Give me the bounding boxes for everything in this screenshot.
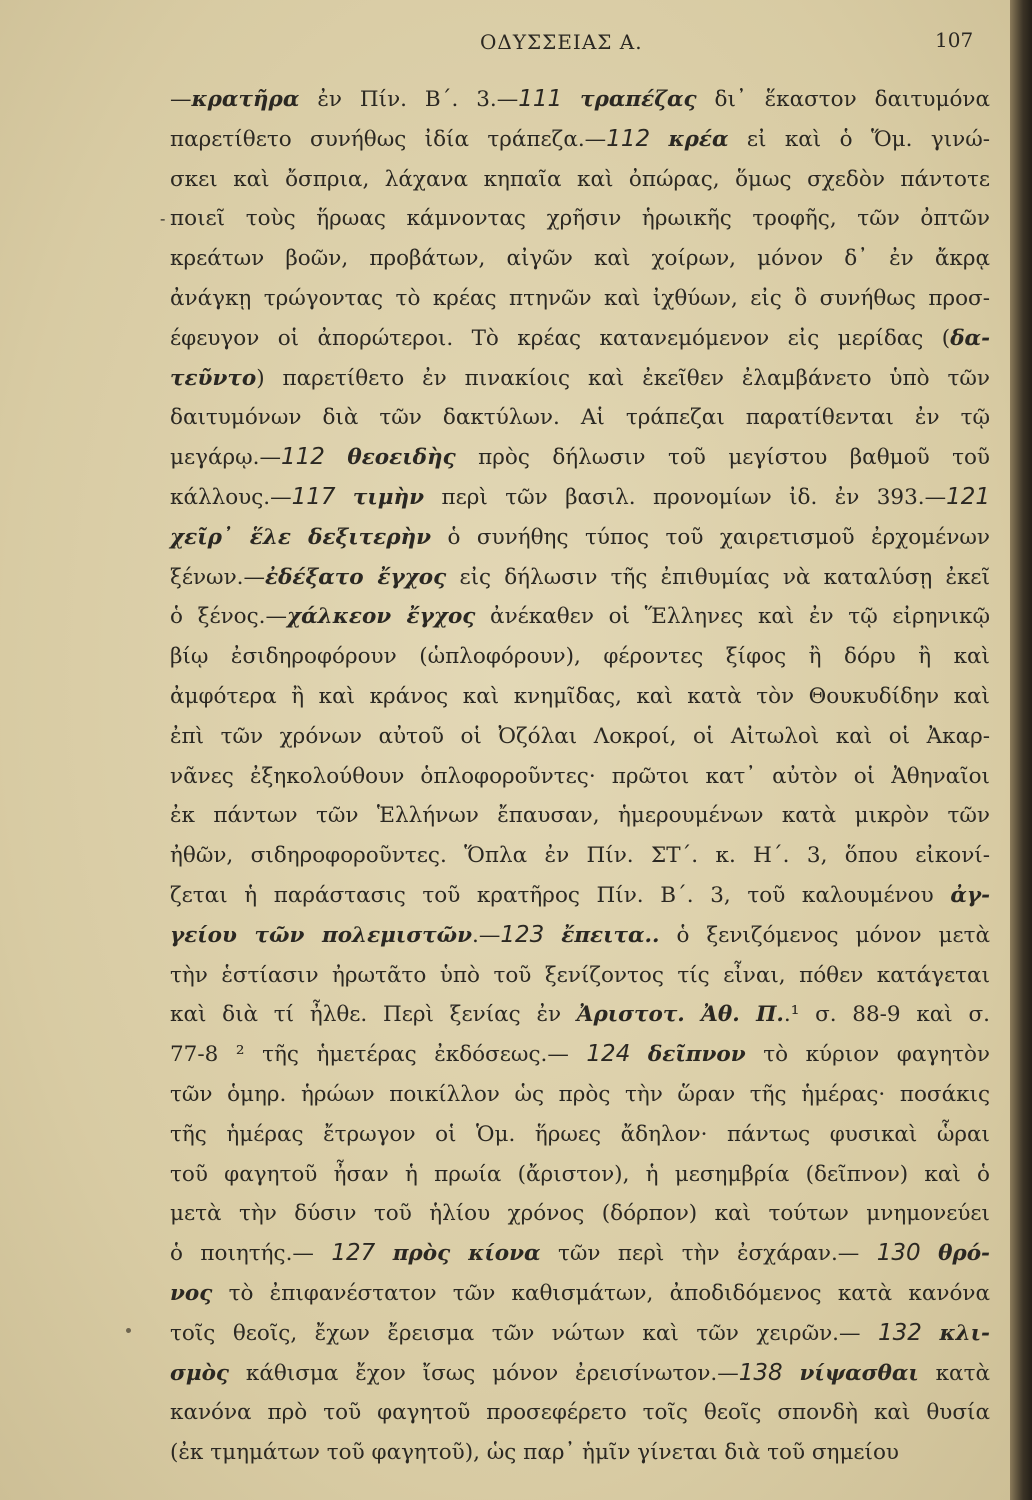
text-segment: παρετίθετο συνήθως ἰδία τράπεζα.— xyxy=(170,126,607,152)
text-segment: ἐπὶ τῶν χρόνων αὐτοῦ οἱ Ὀζόλαι Λοκροί, οἱ Αἰτωλοὶ καὶ οἱ Ἀκαρ- xyxy=(170,723,990,749)
text-line xyxy=(170,1314,990,1354)
text-line xyxy=(170,199,990,239)
lemma: τιμὴν xyxy=(352,484,425,510)
verse-number: 130 xyxy=(876,1240,921,1267)
text-segment xyxy=(544,923,561,948)
text-line xyxy=(170,1354,990,1394)
page-edge-shadow xyxy=(1010,0,1032,1500)
text-line xyxy=(170,1075,990,1115)
text-segment xyxy=(630,1042,648,1067)
text-segment: ξένων.— xyxy=(170,564,265,590)
text-segment: τῶν περὶ τὴν ἐσχάραν.— xyxy=(540,1241,877,1267)
text-line xyxy=(170,239,990,279)
text-line xyxy=(170,677,990,717)
text-segment: ἀνάγκῃ τρώγοντας τὸ κρέας πτηνῶν καὶ ἰχθύων, εἰς ὃ συνήθως προσ- xyxy=(170,285,990,311)
text-segment: τὴν ἑστίασιν ἠρωτᾶτο ὑπὸ τοῦ ξενίζοντος τίς εἶναι, πόθεν κατάγεται xyxy=(170,962,990,988)
lemma: χεῖρ᾽ ἕλε δεξιτερὴν xyxy=(170,524,432,550)
text-line xyxy=(170,1115,990,1155)
text-segment: ἀμφότερα ἢ καὶ κράνος καὶ κνημῖδας, καὶ κατὰ τὸν Θουκυδίδην καὶ xyxy=(170,683,990,709)
text-segment: ὁ συνήθης τύπος τοῦ χαιρετισμοῦ ἐρχομένων xyxy=(431,524,990,550)
text-line xyxy=(170,558,990,598)
commentary-text xyxy=(170,80,990,1473)
text-line xyxy=(170,637,990,677)
lemma: θεοειδὴς xyxy=(347,445,456,471)
text-segment: καὶ διὰ τί ἦλθε. Περὶ ξενίας ἐν xyxy=(170,1002,577,1028)
text-line xyxy=(170,120,990,160)
verse-number: 117 xyxy=(291,483,336,510)
text-segment: μεγάρῳ.— xyxy=(170,445,281,471)
text-line xyxy=(170,836,990,876)
text-segment: .¹ σ. 88-9 καὶ σ. xyxy=(783,1002,990,1028)
lemma: γείου τῶν πολεμιστῶν xyxy=(170,922,473,948)
lemma: πρὸς κίονα xyxy=(392,1241,541,1267)
text-line xyxy=(170,398,990,438)
text-segment: εἰ καὶ ὁ Ὅμ. γινώ- xyxy=(728,126,990,152)
text-segment: δι᾽ ἕκαστον δαιτυμόνα xyxy=(696,87,990,112)
text-line xyxy=(170,1393,990,1433)
text-segment xyxy=(921,1241,938,1266)
lemma: κρέα xyxy=(668,126,729,152)
text-line xyxy=(170,160,990,200)
text-segment: τοῦ φαγητοῦ ἦσαν ἡ πρωία (ἄριστον), ἡ μεσημβρία (δεῖπνον) καὶ ὁ xyxy=(170,1161,990,1187)
verse-number: 127 xyxy=(331,1240,376,1267)
text-segment: τῶν ὁμηρ. ἡρώων ποικίλλον ὡς πρὸς τὴν ὥραν τῆς ἡμέρας· ποσάκις xyxy=(170,1081,990,1107)
lemma: δα- xyxy=(950,325,990,351)
verse-number: 112 xyxy=(281,444,325,471)
text-segment xyxy=(375,1241,392,1266)
lemma: τραπέζας xyxy=(580,87,697,112)
verse-number: 138 xyxy=(738,1359,783,1386)
text-segment: τὸ κύριον φαγητὸν xyxy=(745,1042,990,1068)
lemma: ἔπειτα.. xyxy=(561,922,660,948)
text-line xyxy=(170,796,990,836)
text-line xyxy=(170,956,990,996)
lemma: νίψασθαι xyxy=(799,1360,919,1386)
text-line xyxy=(170,1234,990,1274)
text-line xyxy=(170,757,990,797)
text-segment: ἠθῶν, σιδηροφοροῦντες. Ὅπλα ἐν Πίν. ΣΤ΄. κ. Η΄. 3, ὅπου εἰκονί- xyxy=(170,843,990,869)
text-segment: τὸ ἐπιφανέστατον τῶν καθισμάτων, ἀποδιδόμενος κατὰ κανόνα xyxy=(212,1280,990,1306)
margin-mark: - xyxy=(160,209,166,228)
text-segment: ὁ ποιητής.— xyxy=(170,1241,332,1267)
text-segment: ἐκ πάντων τῶν Ἑλλήνων ἔπαυσαν, ἡμερουμένων κατὰ μικρὸν τῶν xyxy=(170,803,990,829)
text-segment xyxy=(325,445,347,470)
verse-number: 132 xyxy=(878,1319,922,1346)
text-line xyxy=(170,1274,990,1314)
text-segment: κατὰ xyxy=(918,1360,990,1386)
page-number: 107 xyxy=(935,28,974,52)
text-segment xyxy=(783,1361,800,1386)
verse-number: 123 xyxy=(500,921,545,948)
lemma: χάλκεον ἔγχος xyxy=(287,604,476,630)
text-segment: ἀνέκαθεν οἱ Ἕλληνες καὶ ἐν τῷ εἰρηνικῷ xyxy=(475,604,990,630)
lemma: νος xyxy=(170,1280,213,1306)
text-segment: έφευγον οἱ ἀπορώτεροι. Τὸ κρέας κατανεμόμενον εἰς μερίδας ( xyxy=(170,325,951,351)
text-line xyxy=(170,1155,990,1195)
verse-number: 111 xyxy=(518,86,563,112)
text-segment: κάθισμα ἔχον ἴσως μόνον ἐρεισίνωτον.— xyxy=(229,1360,739,1386)
text-segment: νᾶνες ἐξηκολούθουν ὁπλοφοροῦντες· πρῶτοι κατ᾽ αὐτὸν οἱ Ἀθηναῖοι xyxy=(170,763,990,789)
verse-number: 124 xyxy=(586,1041,631,1068)
text-segment: (ἐκ τμημάτων τοῦ φαγητοῦ), ὡς παρ᾽ ἡμῖν γίνεται διὰ τοῦ σημείου xyxy=(170,1440,899,1466)
ink-spot xyxy=(126,1328,131,1333)
text-segment: ἐν Πίν. Β΄. 3.— xyxy=(299,87,519,112)
text-segment xyxy=(650,127,668,152)
lemma: σμὸς xyxy=(170,1360,230,1386)
text-segment: τοῖς θεοῖς, ἔχων ἔρεισμα τῶν νώτων καὶ τῶν χειρῶν.— xyxy=(170,1320,879,1346)
text-segment: 77-8 ² τῆς ἡμετέρας ἐκδόσεως.— xyxy=(170,1042,587,1068)
verse-number: 121 xyxy=(946,483,991,510)
text-line xyxy=(170,279,990,319)
text-line xyxy=(170,319,990,359)
lemma: ἐδέξατο ἔγχος xyxy=(265,564,447,590)
text-segment xyxy=(562,87,580,112)
text-segment: σκει καὶ ὄσπρια, λάχανα κηπαῖα καὶ ὀπώρας, ὅμως σχεδὸν πάντοτε xyxy=(170,166,990,192)
text-segment: βίῳ ἐσιδηροφόρουν (ὡπλοφόρουν), φέροντες ξίφος ἢ δόρυ ἢ καὶ xyxy=(170,644,990,670)
text-segment: ποιεῖ τοὺς ἥρωας κάμνοντας χρῆσιν ἡρωικῆς τροφῆς, τῶν ὀπτῶν xyxy=(170,206,990,232)
text-segment: τῆς ἡμέρας ἔτρωγον οἱ Ὁμ. ἥρωες ἄδηλον· πάντως φυσικαὶ ὧραι xyxy=(170,1121,990,1147)
lemma: τεῦντο xyxy=(170,365,257,391)
text-line xyxy=(170,80,990,120)
text-line xyxy=(170,518,990,558)
lemma: κλι- xyxy=(939,1320,990,1346)
text-line xyxy=(170,995,990,1035)
running-title: ΟΔΥΣΣΕΙΑΣ Α. xyxy=(480,30,643,54)
text-segment: κανόνα πρὸ τοῦ φαγητοῦ προσεφέρετο τοῖς θεοῖς σπονδὴ καὶ θυσία xyxy=(170,1400,990,1426)
text-segment: ζεται ἡ παράστασις τοῦ κρατῆρος Πίν. Β΄. 3, τοῦ καλουμένου xyxy=(170,882,951,908)
text-line xyxy=(170,597,990,637)
text-segment: ὁ ξένος.— xyxy=(170,604,287,630)
text-line xyxy=(170,478,990,518)
lemma: κρατῆρα xyxy=(191,87,300,112)
text-line xyxy=(170,1035,990,1075)
text-line xyxy=(170,1194,990,1234)
page-header xyxy=(0,22,1010,62)
text-segment: .— xyxy=(472,922,501,948)
text-line xyxy=(170,916,990,956)
verse-number: 112 xyxy=(606,125,651,152)
text-line xyxy=(170,717,990,757)
lemma: δεῖπνον xyxy=(647,1042,746,1068)
text-segment: εἰς δήλωσιν τῆς ἐπιθυμίας νὰ καταλύσῃ ἐκεῖ xyxy=(446,564,990,590)
text-segment: κάλλους.— xyxy=(170,484,292,510)
text-segment: μετὰ τὴν δύσιν τοῦ ἡλίου χρόνος (δόρπον) καὶ τούτων μνημονεύει xyxy=(170,1201,990,1227)
lemma: Ἀριστοτ. Ἀθ. Π. xyxy=(576,1002,784,1028)
text-line xyxy=(170,359,990,399)
text-segment: — xyxy=(170,87,192,112)
text-segment: ὁ ξενιζόμενος μόνον μετὰ xyxy=(659,922,990,948)
text-line xyxy=(170,438,990,478)
text-segment: δαιτυμόνων διὰ τῶν δακτύλων. Αἱ τράπεζαι παρατίθενται ἐν τῷ xyxy=(170,405,990,431)
text-segment xyxy=(922,1321,940,1346)
text-segment xyxy=(336,485,353,510)
text-line xyxy=(170,1433,990,1473)
lemma: ἀγ- xyxy=(950,882,990,908)
text-segment: ) παρετίθετο ἐν πινακίοις καὶ ἐκεῖθεν ἐλαμβάνετο ὑπὸ τῶν xyxy=(256,365,990,391)
lemma: θρό- xyxy=(938,1241,990,1267)
text-segment: κρεάτων βοῶν, προβάτων, αἰγῶν καὶ χοίρων, μόνον δ᾽ ἐν ἄκρᾳ xyxy=(170,246,990,272)
text-line xyxy=(170,876,990,916)
text-segment: περὶ τῶν βασιλ. προνομίων ἰδ. ἐν 393.— xyxy=(424,484,947,510)
text-segment: πρὸς δήλωσιν τοῦ μεγίστου βαθμοῦ τοῦ xyxy=(455,445,991,471)
